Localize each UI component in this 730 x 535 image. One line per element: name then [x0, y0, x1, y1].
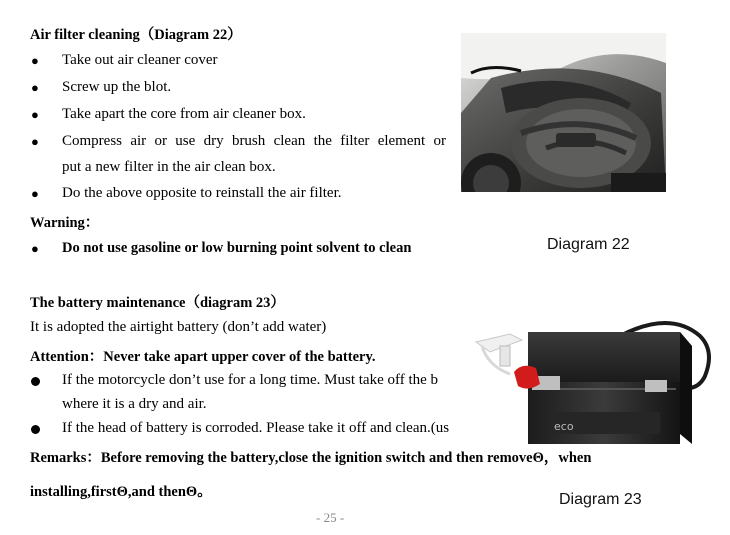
bullet-icon: ● — [31, 241, 39, 256]
air-filter-step-3: Take apart the core from air cleaner box. — [62, 106, 306, 122]
diagram-22-caption: Diagram 22 — [547, 236, 630, 253]
air-filter-photo-drawing — [461, 33, 666, 192]
bullet-icon: ● — [31, 107, 39, 122]
remarks-text: 。 — [197, 484, 212, 500]
remarks-line-1 — [30, 446, 591, 467]
air-filter-step-2: Screw up the blot. — [62, 79, 172, 95]
positive-terminal-symbol: Θ — [116, 484, 128, 500]
remarks-text-end: ，when — [543, 450, 592, 466]
bullet-icon: ● — [31, 134, 39, 149]
bullet-icon: ● — [31, 186, 39, 201]
battery-point-1-cont: where it is a dry and air. — [62, 396, 207, 412]
remarks-text: ,and then — [127, 484, 186, 500]
bullet-icon: ● — [31, 80, 39, 95]
warning-text: Do not use gasoline or low burning point solvent to clean — [62, 240, 412, 256]
battery-photo — [470, 316, 728, 448]
battery-attention: Attention：Never take apart upper cover of the battery. — [30, 349, 376, 365]
bullet-icon — [31, 425, 40, 434]
air-filter-step-4-cont: put a new filter in the air clean box. — [62, 159, 276, 175]
air-filter-photo — [461, 33, 666, 192]
negative-terminal-symbol: Θ — [532, 450, 544, 466]
battery-intro: It is adopted the airtight battery (don’t add water) — [30, 319, 327, 335]
battery-point-2: If the head of battery is corroded. Please take it off and clean.(us — [62, 420, 450, 436]
air-filter-step-5: Do the above opposite to reinstall the air filter. — [62, 185, 342, 201]
diagram-23-caption: Diagram 23 — [559, 491, 642, 508]
air-filter-heading: Air filter cleaning（Diagram 22） — [30, 27, 242, 43]
battery-point-1: If the motorcycle don’t use for a long time. Must take off the b — [62, 372, 439, 388]
air-filter-step-1: Take out air cleaner cover — [62, 52, 218, 68]
air-filter-step-4: Compress air or use dry brush clean the filter element or — [62, 133, 446, 149]
bullet-icon: ● — [31, 53, 39, 68]
warning-label: Warning： — [30, 215, 100, 231]
remarks-text: Remarks：Before removing the battery,close the ignition switch and then remove — [30, 450, 533, 466]
battery-brand-label: eco — [554, 420, 574, 433]
bullet-icon — [31, 377, 40, 386]
battery-heading: The battery maintenance（diagram 23） — [30, 295, 285, 311]
page-number: - 25 - — [316, 510, 345, 525]
remarks-line-2 — [30, 480, 212, 501]
battery-photo-drawing — [470, 316, 728, 448]
remarks-text: installing,first — [30, 484, 117, 500]
negative-terminal-symbol: Θ — [185, 484, 198, 500]
